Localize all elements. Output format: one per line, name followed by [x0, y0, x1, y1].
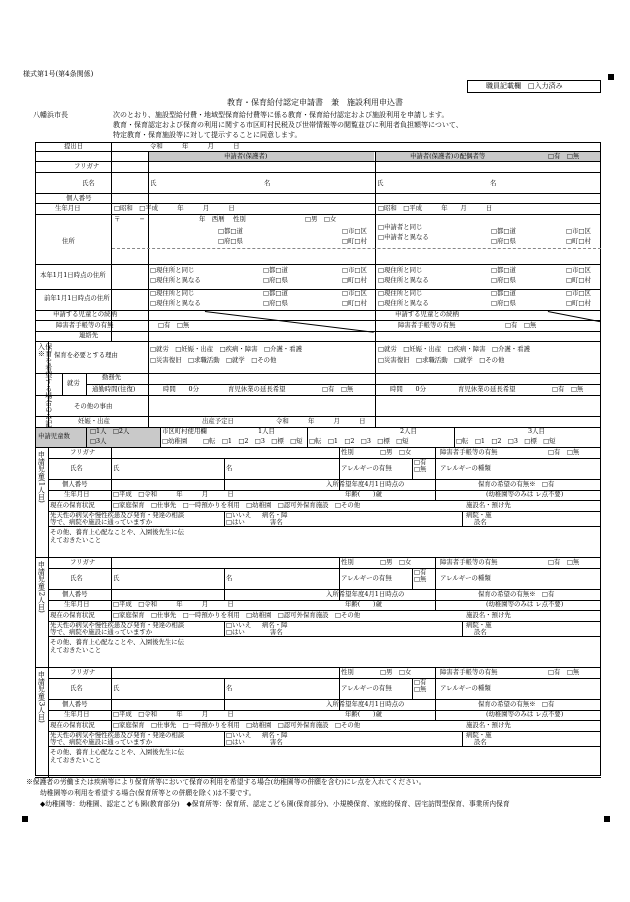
child-illness-question: 先天性の病気や慢性疾患及び発育・発達の相談: [50, 621, 185, 629]
child-hospital-label: 病院・施: [466, 731, 492, 739]
leave-extension-label: 育児休業の延長希望: [228, 385, 286, 393]
current-same[interactable]: □現住所と同じ: [150, 289, 195, 297]
sex-options[interactable]: □男 □女: [305, 215, 337, 223]
pref-options[interactable]: □府□県: [263, 299, 288, 307]
children-count-options[interactable]: □1人 □2人: [90, 427, 130, 435]
child-sex-options[interactable]: □男 □女: [380, 668, 412, 676]
child-dob-value[interactable]: □平成 □令和 年 月 日: [113, 490, 234, 498]
pref-options[interactable]: □府□県: [218, 237, 243, 245]
child-allergy-type-label: アレルギーの種類: [440, 684, 491, 692]
child-hospital-label: 病院・施: [466, 621, 492, 629]
child-furigana-label: フリガナ: [70, 448, 96, 456]
reason-label: 保育を必要とする理由: [54, 351, 118, 359]
spouse-reason-options[interactable]: □災害復旧 □求職活動 □就学 □その他: [378, 356, 505, 364]
child-hospital-label: 設名: [474, 628, 487, 636]
family-name-label: 氏: [150, 179, 157, 187]
workplace-label: 勤務先: [102, 373, 122, 381]
child-sex-label: 性別: [341, 558, 354, 566]
registration-mark: [608, 74, 614, 80]
spouse-reason-options[interactable]: □就労 □妊娠・出産 □疾病・障害 □介護・看護: [378, 345, 530, 353]
child-3-header: 3人目: [528, 427, 545, 435]
footer-note: ◆幼稚園等：幼稚園、認定こども園(教育部分) ◆保育所等：保育所、認定こども園(保育部分)、小規模保育、家庭的保育、居宅訪問型保育、事業所内保育: [40, 800, 510, 808]
child-other-concerns-label: えておきたいこと: [50, 536, 102, 544]
submit-date-value[interactable]: 令和 年 月 日: [150, 142, 240, 150]
child-family-label: 氏: [113, 574, 120, 582]
personal-number-label: 個人番号: [66, 194, 92, 202]
child-other-concerns-label: その他、養育上心配なことや、入園後先生に伝: [50, 528, 185, 536]
child-illness-question: 等で、病院や施設に通っていますか: [50, 518, 153, 526]
child-personal-number-label: 個人番号: [62, 480, 88, 488]
dob-label: 生年月日: [55, 204, 81, 212]
child-age-value[interactable]: 年齢( )歳: [345, 490, 382, 498]
submit-date-label: 提出日: [64, 142, 84, 150]
child-given-label: 名: [226, 684, 233, 692]
spouse-commute-time[interactable]: 時間 0分: [390, 385, 427, 393]
child-illness-question: 先天性の病気や慢性疾患及び発育・発達の相談: [50, 511, 185, 519]
city-options[interactable]: □町□村: [566, 276, 591, 284]
city-options[interactable]: □町□村: [342, 237, 367, 245]
child-cert-label: 障害者手帳等の有無: [440, 558, 498, 566]
leave-extension-options[interactable]: □有 □無: [322, 385, 354, 393]
disability-cert-label: 障害者手帳等の有無: [56, 321, 114, 329]
child-age-value[interactable]: 年齢( )歳: [345, 600, 382, 608]
child-nursery-note: (幼稚園等のみは レ点不要): [486, 600, 564, 608]
child-side-label: 申請児童(2人目): [37, 561, 46, 613]
child-allergy-type-label: アレルギーの種類: [440, 464, 491, 472]
child-april-age-label: 入所希望年度4月1日時点の: [326, 480, 405, 488]
child-hospital-label: 設名: [474, 738, 487, 746]
child-family-label: 氏: [113, 464, 120, 472]
child-disease-label: 害名: [270, 628, 283, 636]
spouse-relation-label: 申請する児童との続柄: [395, 310, 459, 318]
postal-note: 年 西暦: [199, 215, 225, 223]
applicant-header: 申請者(保護者): [224, 152, 268, 160]
child-illness-yes[interactable]: □はい: [226, 628, 245, 636]
address-label: 住所: [62, 237, 75, 245]
pref-options[interactable]: □都□道: [491, 289, 516, 297]
child-allergy-label: アレルギーの有無: [341, 684, 392, 692]
form-table: [35, 142, 601, 776]
addressee: 八幡浜市長: [33, 111, 68, 119]
child-current-care-options[interactable]: □家庭保育 □仕事先 □一時預かりを利用 □幼稚園 □認可外保育施設 □その他: [113, 721, 361, 729]
pref-options[interactable]: □府□県: [491, 299, 516, 307]
child-cert-options[interactable]: □有 □無: [548, 558, 580, 566]
spouse-current-diff[interactable]: □現住所と異なる: [378, 276, 429, 284]
child-family-label: 氏: [113, 684, 120, 692]
sex-label: 性別: [233, 215, 246, 223]
child-april-age-label: 入所希望年度4月1日時点の: [326, 590, 405, 598]
spouse-family-label: 氏: [377, 179, 384, 187]
disability-cert-options[interactable]: □有 □無: [158, 321, 190, 329]
child-3-codes[interactable]: □転 □1 □2 □3 □標 □短: [456, 437, 556, 445]
child-sex-options[interactable]: □男 □女: [380, 558, 412, 566]
spouse-city[interactable]: □市□区: [566, 227, 591, 235]
form-number: 様式第1号(第4条関係): [23, 70, 94, 78]
child-sex-label: 性別: [341, 448, 354, 456]
child-side-label: 申請児童(1人目): [37, 451, 46, 503]
footer-note: 幼稚園等の利用を希望する場合(保育所等との併願を除く)は不要です。: [40, 789, 256, 797]
nursery-side-label: 保育を希望する場合のみ記入※: [37, 343, 53, 427]
pref-options[interactable]: □都□道: [218, 227, 243, 235]
child-other-concerns-label: その他、養育上心配なことや、入園後先生に伝: [50, 748, 185, 756]
children-count-options[interactable]: □3人: [90, 437, 107, 445]
same-as-applicant[interactable]: □申請者と同じ: [378, 223, 423, 231]
city-options[interactable]: □町□村: [342, 276, 367, 284]
child-dob-value[interactable]: □平成 □令和 年 月 日: [113, 710, 234, 718]
child-illness-yes[interactable]: □はい: [226, 738, 245, 746]
child-given-label: 名: [226, 464, 233, 472]
child-disease-label: 害名: [270, 738, 283, 746]
child-current-care-label: 現在の保育状況: [50, 611, 95, 619]
child-current-care-options[interactable]: □家庭保育 □仕事先 □一時預かりを利用 □幼稚園 □認可外保育施設 □その他: [113, 501, 361, 509]
child-dob-label: 生年月日: [64, 490, 90, 498]
city-options[interactable]: □町□村: [566, 299, 591, 307]
child-current-care-label: 現在の保育状況: [50, 501, 95, 509]
child-sex-options[interactable]: □男 □女: [380, 448, 412, 456]
child-allergy-label: アレルギーの有無: [341, 464, 392, 472]
child-furigana-label: フリガナ: [70, 558, 96, 566]
postal-code[interactable]: 〒 −: [114, 215, 145, 223]
pregnancy-label: 妊娠・出産: [78, 417, 110, 425]
child-nursery-note: (幼稚園等のみは レ点不要): [486, 490, 564, 498]
child-allergy-options[interactable]: □有 □無: [414, 458, 427, 474]
child-name-label: 氏名: [70, 684, 83, 692]
spouse-header: 申請者(保護者)の配偶者等: [410, 152, 486, 160]
current-diff[interactable]: □現住所と異なる: [150, 299, 201, 307]
child-sex-label: 性別: [341, 668, 354, 676]
child-side-label: 申請児童(3人目): [37, 671, 46, 723]
child-2-codes[interactable]: □転 □1 □2 □3 □標 □短: [309, 437, 409, 445]
child-allergy-type-label: アレルギーの種類: [440, 574, 491, 582]
child-nursery-wish[interactable]: 保育の希望の有無※ □有: [478, 480, 555, 488]
spouse-dob[interactable]: □昭和 □平成 年 月 日: [378, 204, 493, 212]
due-date-value[interactable]: 令和 年 月 日: [276, 417, 366, 425]
staff-use-box: 職員記載欄 □入力済み: [467, 80, 601, 93]
pref-options[interactable]: □都□道: [491, 266, 516, 274]
child-disease-label: 病名・障: [262, 511, 288, 519]
city-options[interactable]: □市□区: [342, 266, 367, 274]
child-personal-number-label: 個人番号: [62, 700, 88, 708]
kindergarten-check[interactable]: □幼稚園: [162, 437, 188, 445]
child-other-concerns-label: その他、養育上心配なことや、入園後先生に伝: [50, 638, 185, 646]
city-options[interactable]: □市□区: [342, 227, 367, 235]
child-allergy-options[interactable]: □有 □無: [414, 568, 427, 584]
child-nursery-note: (幼稚園等のみは レ点不要): [486, 710, 564, 718]
spouse-city[interactable]: □町□村: [566, 237, 591, 245]
spouse-disability-cert-label: 障害者手帳等の有無: [398, 321, 456, 329]
child-illness-yes[interactable]: □はい: [226, 518, 245, 526]
child-disease-label: 害名: [270, 518, 283, 526]
child-current-care-label: 現在の保育状況: [50, 721, 95, 729]
current-same[interactable]: □現住所と同じ: [150, 266, 195, 274]
child-nursery-wish[interactable]: 保育の希望の有無※ □有: [478, 700, 555, 708]
child-age-value[interactable]: 年齢( )歳: [345, 710, 382, 718]
child-nursery-wish[interactable]: 保育の希望の有無※ □有: [478, 590, 555, 598]
different-from-applicant[interactable]: □申請者と異なる: [378, 233, 429, 241]
child-allergy-options[interactable]: □有 □無: [414, 678, 427, 694]
spouse-current-same[interactable]: □現住所と同じ: [378, 289, 423, 297]
child-personal-number-label: 個人番号: [62, 590, 88, 598]
child-name-label: 氏名: [70, 464, 83, 472]
child-hospital-label: 設名: [474, 518, 487, 526]
spouse-leave-options[interactable]: □有 □無: [552, 385, 584, 393]
intro-line: 教育・保育認定および保育の利用に関する市区町村民税及び世帯情報等の閲覧並びに利用者負担額等について、: [113, 121, 463, 129]
prev-jan1-address-label: 前年1月1日時点の住所: [44, 294, 110, 302]
child-dob-value[interactable]: □平成 □令和 年 月 日: [113, 600, 234, 608]
work-label: 就労: [67, 379, 80, 387]
reason-options[interactable]: □就労 □妊娠・出産 □疾病・障害 □介護・看護: [150, 345, 302, 353]
commute-label: 通勤時間(往復): [92, 385, 136, 393]
child-cert-options[interactable]: □有 □無: [548, 668, 580, 676]
spouse-current-diff[interactable]: □現住所と異なる: [378, 299, 429, 307]
due-date-label: 出産予定日: [202, 417, 234, 425]
child-allergy-label: アレルギーの有無: [341, 574, 392, 582]
child-illness-no[interactable]: □いいえ: [226, 511, 252, 519]
registration-mark: [22, 816, 28, 822]
pref-options[interactable]: □府□県: [491, 276, 516, 284]
spouse-yes-no[interactable]: □有 □無: [548, 152, 580, 160]
child-dob-label: 生年月日: [64, 710, 90, 718]
child-cert-options[interactable]: □有 □無: [548, 448, 580, 456]
reason-options[interactable]: □災害復旧 □求職活動 □就学 □その他: [150, 356, 277, 364]
child-disease-label: 病名・障: [262, 621, 288, 629]
current-diff[interactable]: □現住所と異なる: [150, 276, 201, 284]
child-illness-question: 等で、病院や施設に通っていますか: [50, 738, 153, 746]
commute-time[interactable]: 時間 0分: [163, 385, 200, 393]
child-hospital-label: 病院・施: [466, 511, 492, 519]
child-disease-label: 病名・障: [262, 731, 288, 739]
child-facility-label: 施設名・預け先: [466, 721, 511, 729]
child-illness-no[interactable]: □いいえ: [226, 621, 252, 629]
child-current-care-options[interactable]: □家庭保育 □仕事先 □一時預かりを利用 □幼稚園 □認可外保育施設 □その他: [113, 611, 361, 619]
jan1-address-label: 本年1月1日時点の住所: [40, 271, 106, 279]
intro-line: 特定教育・保育施設等に対して提示することに同意します。: [113, 131, 302, 139]
name-label: 氏名: [82, 179, 95, 187]
child-illness-question: 等で、病院や施設に通っていますか: [50, 628, 153, 636]
intro-line: 次のとおり、施設型給付費・地域型保育給付費等に係る教育・保育給付認定および施設利用を申請します。: [113, 111, 449, 119]
given-name-label: 名: [264, 179, 271, 187]
form-title: 教育・保育給付認定申請書 兼 施設利用申込書: [227, 98, 403, 107]
children-count-label: 申請児童数: [38, 432, 70, 440]
spouse-given-label: 名: [490, 179, 497, 187]
contact-label: 連絡先: [79, 331, 99, 339]
applicant-dob[interactable]: □昭和 □平成 年 月 日: [114, 204, 235, 212]
spouse-disability-cert-options[interactable]: □有 □無: [505, 321, 537, 329]
city-options[interactable]: □市□区: [566, 289, 591, 297]
child-2-header: 2人目: [400, 427, 417, 435]
child-dob-label: 生年月日: [64, 600, 90, 608]
spouse-leave-label: 育児休業の延長希望: [458, 385, 516, 393]
city-options[interactable]: □市□区: [566, 266, 591, 274]
child-name-label: 氏名: [70, 574, 83, 582]
city-use-label: 市区町村使用欄: [162, 427, 207, 435]
city-options[interactable]: □町□村: [342, 299, 367, 307]
city-options[interactable]: □市□区: [342, 289, 367, 297]
pref-options[interactable]: □都□道: [263, 266, 288, 274]
child-other-concerns-label: えておきたいこと: [50, 756, 102, 764]
child-given-label: 名: [226, 574, 233, 582]
other-reason-label: その他の事由: [74, 402, 113, 410]
registration-mark: [604, 816, 610, 822]
child-facility-label: 施設名・預け先: [466, 611, 511, 619]
child-1-codes[interactable]: □転 □1 □2 □3 □標 □短: [203, 437, 303, 445]
spouse-pref[interactable]: □府□県: [491, 237, 516, 245]
child-cert-label: 障害者手帳等の有無: [440, 668, 498, 676]
relation-label: 申請する児童との続柄: [53, 310, 117, 318]
child-illness-no[interactable]: □いいえ: [226, 731, 252, 739]
child-1-header: 1人目: [258, 427, 275, 435]
pref-options[interactable]: □府□県: [263, 276, 288, 284]
child-april-age-label: 入所希望年度4月1日時点の: [326, 700, 405, 708]
furigana-label: フリガナ: [74, 162, 100, 170]
child-cert-label: 障害者手帳等の有無: [440, 448, 498, 456]
pref-options[interactable]: □都□道: [263, 289, 288, 297]
child-furigana-label: フリガナ: [70, 668, 96, 676]
footer-note: ※保護者の労働または疾病等により保育所等において保育の利用を希望する場合(幼稚園等の併願を含む)にレ点を入れてください。: [26, 778, 426, 786]
child-other-concerns-label: えておきたいこと: [50, 646, 102, 654]
child-facility-label: 施設名・預け先: [466, 501, 511, 509]
spouse-current-same[interactable]: □現住所と同じ: [378, 266, 423, 274]
child-illness-question: 先天性の病気や慢性疾患及び発育・発達の相談: [50, 731, 185, 739]
spouse-pref[interactable]: □都□道: [491, 227, 516, 235]
